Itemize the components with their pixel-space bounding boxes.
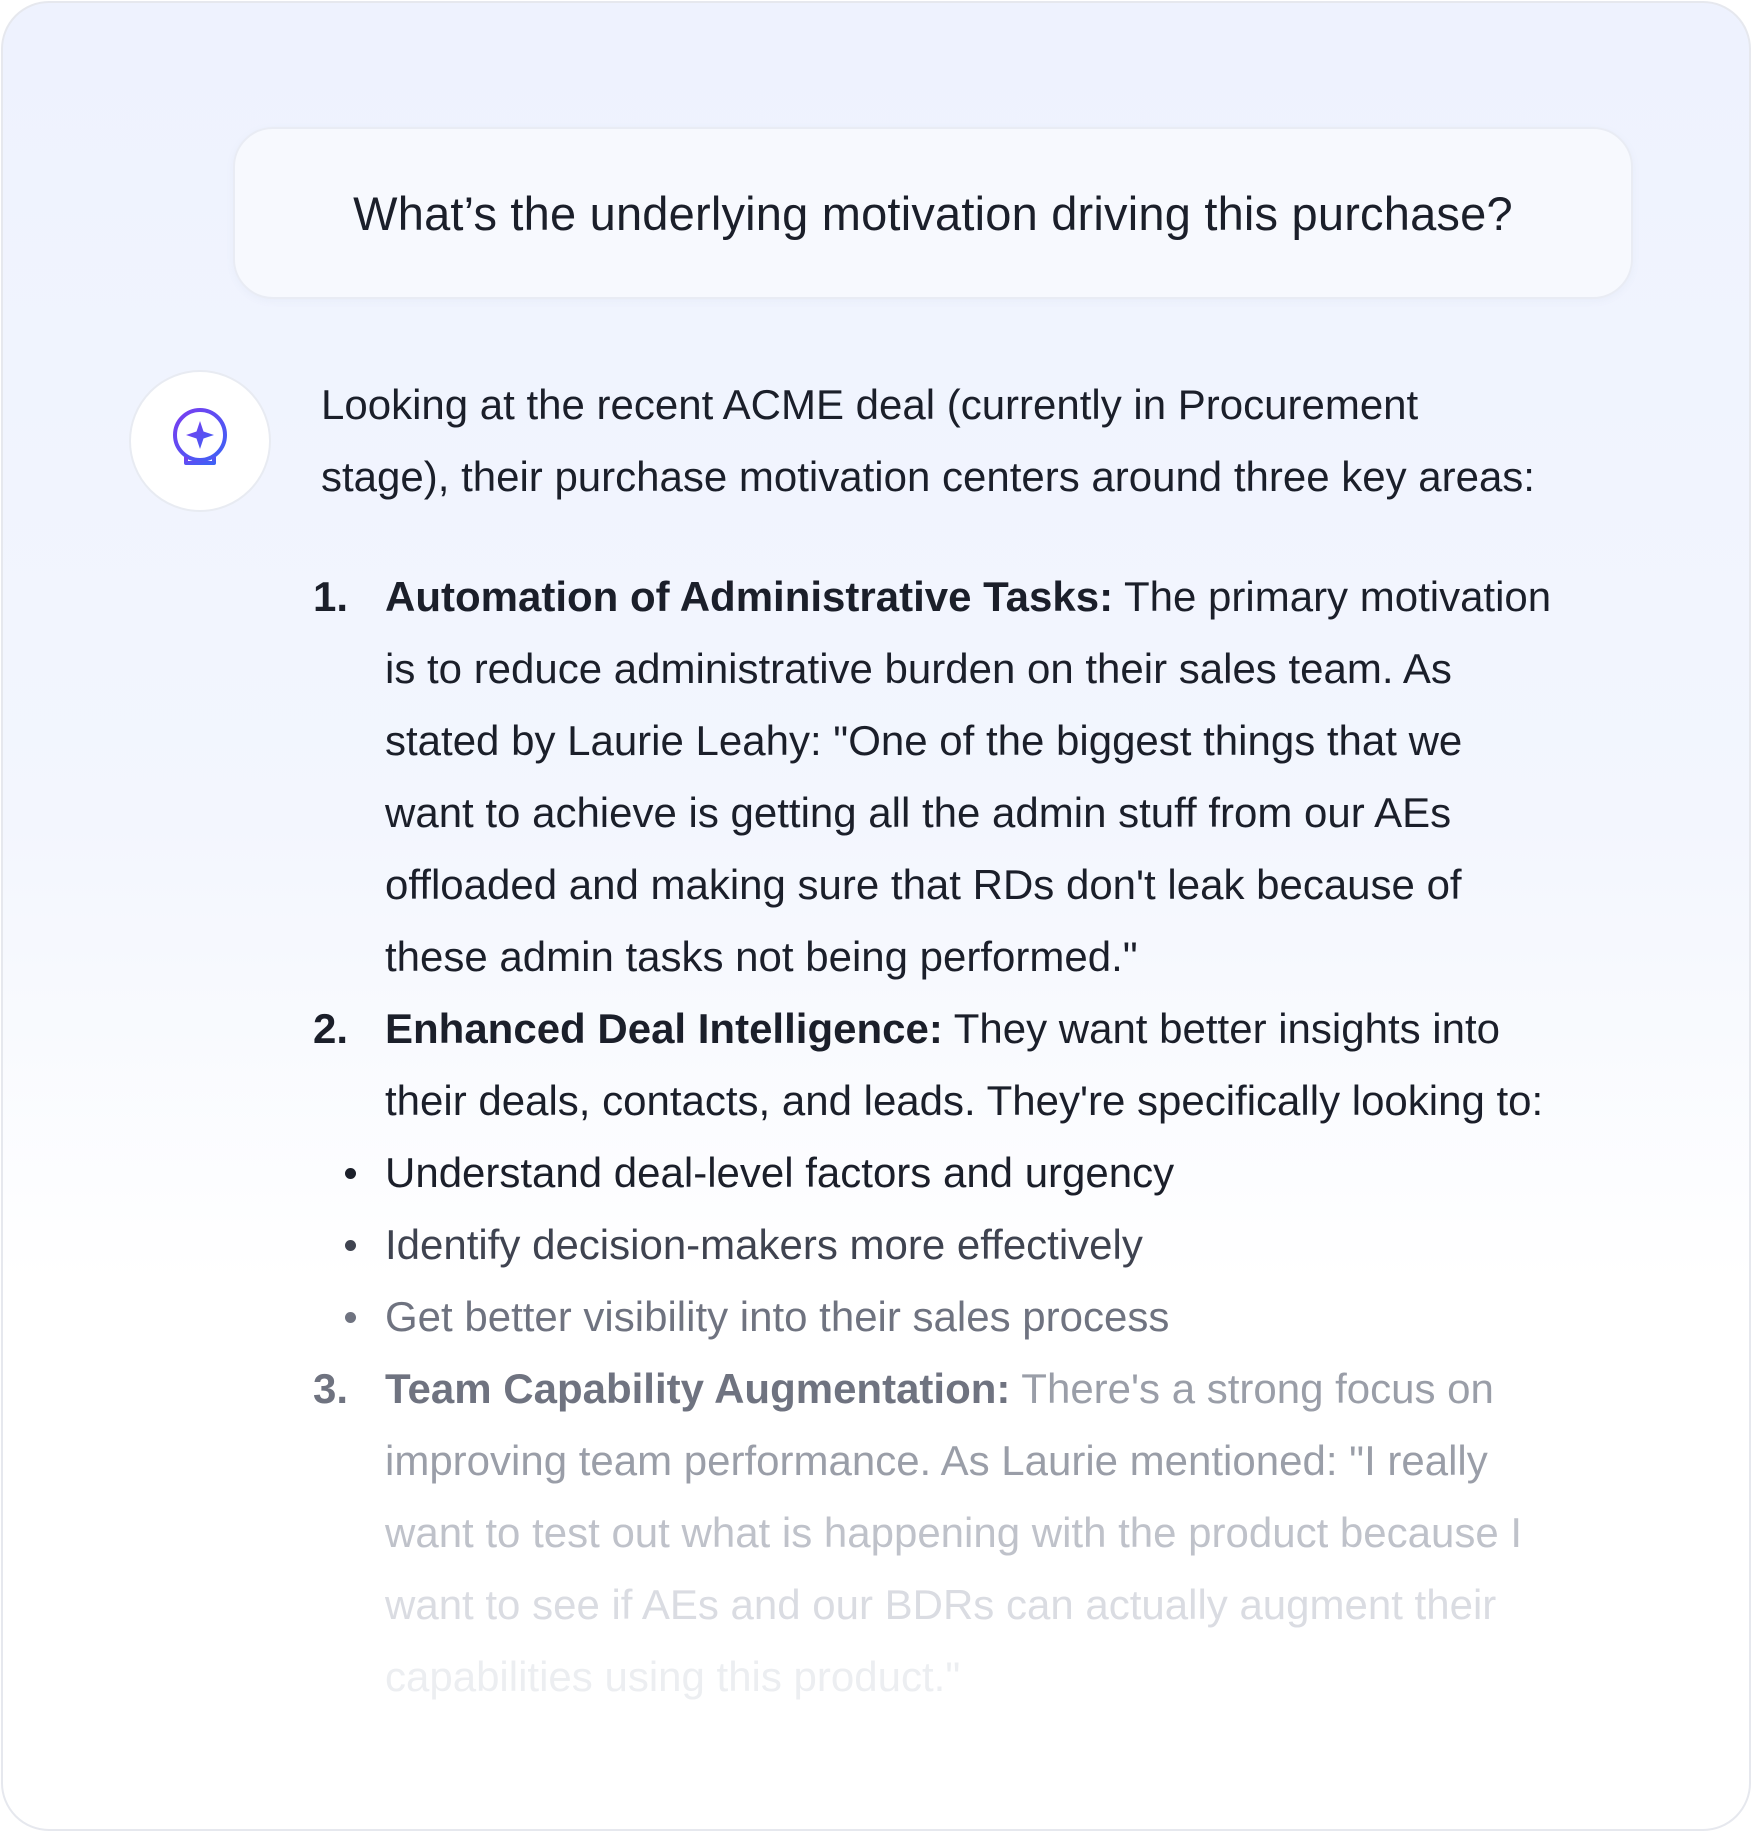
- list-item-heading: Automation of Administrative Tasks:: [385, 573, 1114, 620]
- bullet-item: [321, 1209, 1651, 1281]
- list-item-deal-intelligence: [313, 993, 1651, 1137]
- bullet-dot: [345, 1168, 356, 1179]
- list-number: 1.: [313, 573, 349, 620]
- answer-intro-line: Looking at the recent ACME deal (currently in Procurement: [321, 381, 1419, 428]
- list-item-text: their deals, contacts, and leads. They're specifically looking to:: [385, 1077, 1544, 1124]
- list-item-text: want to achieve is getting all the admin stuff from our AEs: [385, 789, 1452, 836]
- list-item-text: improving team performance. As Laurie mentioned: "I really: [385, 1437, 1488, 1484]
- list-item-team-capability: [313, 1353, 1651, 1713]
- list-item-text: They want better insights into: [942, 1005, 1501, 1052]
- answer-intro: [321, 369, 1651, 513]
- list-item-text: capabilities using this product.": [385, 1653, 961, 1700]
- list-number: 2.: [313, 1005, 349, 1052]
- bullet-item: [321, 1281, 1651, 1353]
- bullet-dot: [345, 1312, 356, 1323]
- list-item-heading: Team Capability Augmentation:: [385, 1365, 1011, 1412]
- bullet-dot: [345, 1240, 356, 1251]
- list-item-automation: [313, 561, 1651, 993]
- bullet-text: Get better visibility into their sales process: [385, 1293, 1170, 1340]
- bullet-item: [321, 1137, 1651, 1209]
- list-item-text: want to see if AEs and our BDRs can actually augment their: [385, 1581, 1497, 1628]
- crystal-ball-sparkle-icon: [164, 405, 236, 477]
- list-item-text: is to reduce administrative burden on their sales team. As: [385, 645, 1452, 692]
- list-item-text: stated by Laurie Leahy: "One of the biggest things that we: [385, 717, 1463, 764]
- answer-intro-line: stage), their purchase motivation centers around three key areas:: [321, 453, 1535, 500]
- user-message-text: What’s the underlying motivation driving this purchase?: [353, 186, 1513, 240]
- user-message-bubble: [233, 127, 1633, 299]
- bullet-text: Identify decision-makers more effectively: [385, 1221, 1143, 1268]
- chat-card: [1, 1, 1751, 1831]
- list-item-text: There's a strong focus on: [1010, 1365, 1494, 1412]
- list-item-text: these admin tasks not being performed.": [385, 933, 1138, 980]
- list-item-heading: Enhanced Deal Intelligence:: [385, 1005, 943, 1052]
- list-number: 3.: [313, 1365, 349, 1412]
- bullet-text: Understand deal-level factors and urgency: [385, 1149, 1175, 1196]
- list-item-text: offloaded and making sure that RDs don't leak because of: [385, 861, 1462, 908]
- assistant-avatar: [129, 370, 271, 512]
- list-item-text: The primary motivation: [1113, 573, 1552, 620]
- list-item-text: want to test out what is happening with the product because I: [385, 1509, 1523, 1556]
- assistant-message: [313, 369, 1651, 1713]
